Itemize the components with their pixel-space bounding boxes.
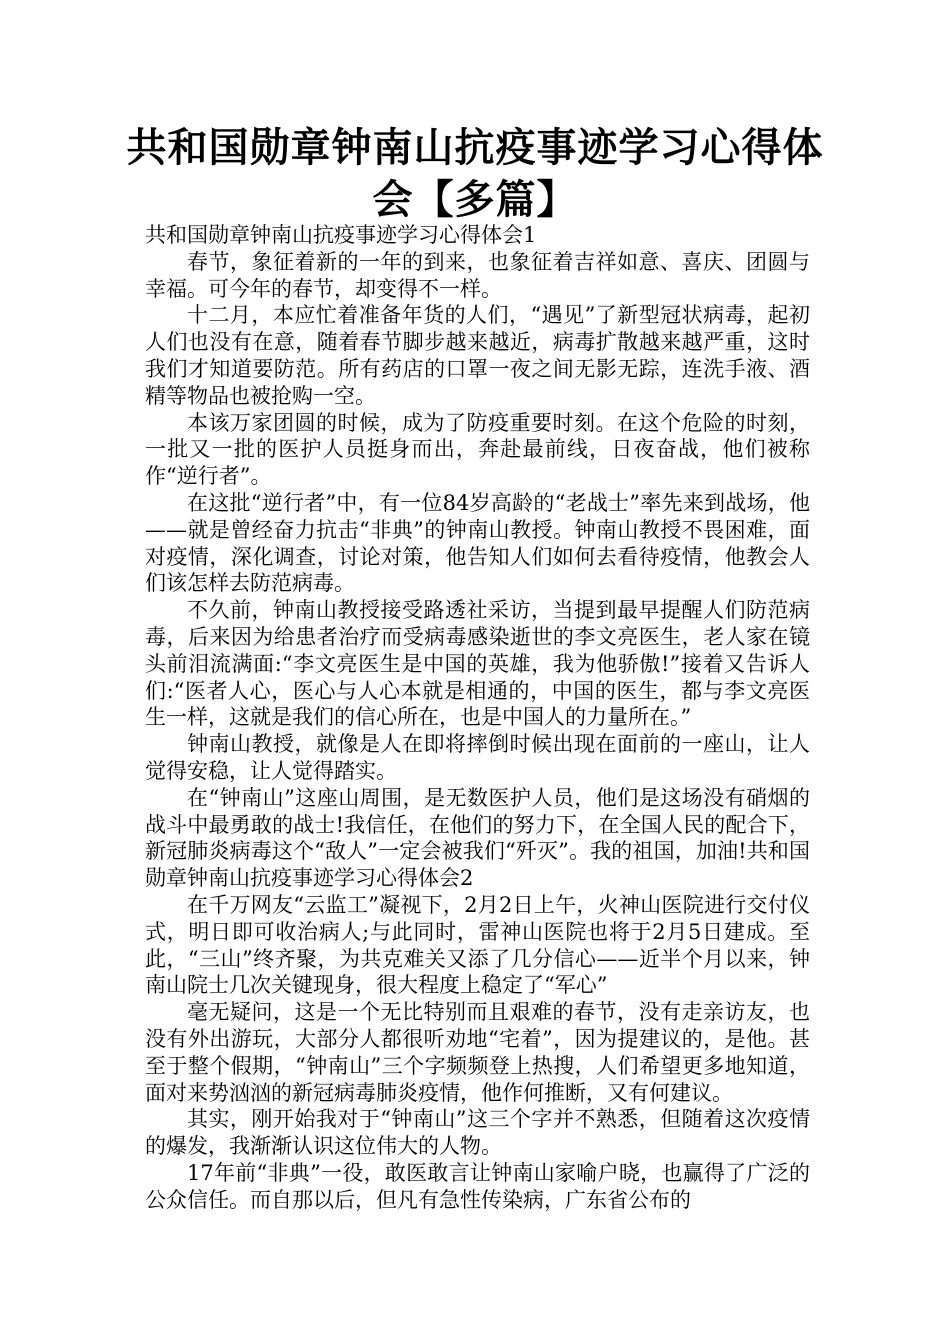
paragraph: 在“钟南山”这座山周围，是无数医护人员，他们是这场没有硝烟的战斗中最勇敢的战士!我信任，在他们的努力下，在全国人民的配合下，新冠肺炎病毒这个“敌人”一定会被我们“歼灭”。我的祖国，加油!共和国勋章钟南山抗疫事迹学习心得体会2 bbox=[145, 785, 810, 891]
paragraph: 不久前，钟南山教授接受路透社采访，当提到最早提醒人们防范病毒，后来因为给患者治疗而受病毒感染逝世的李文亮医生，老人家在镜头前泪流满面:“李文亮医生是中国的英雄，我为他骄傲!”接着又告诉人们:“医者人心，医心与人心本就是相通的，中国的医生，都与李文亮医生一样，这就是我们的信心所在，也是中国人的力量所在。” bbox=[145, 598, 810, 730]
paragraph: 在千万网友“云监工”凝视下，2月2日上午，火神山医院进行交付仪式，明日即可收治病人;与此同时，雷神山医院也将于2月5日建成。至此，“三山”终齐聚，为共克难关又添了几分信心——近半个月以来，钟南山院士几次关键现身，很大程度上稳定了“军心” bbox=[145, 892, 810, 998]
paragraph: 在这批“逆行者”中，有一位84岁高龄的“老战士”率先来到战场，他——就是曾经奋力抗击“非典”的钟南山教授。钟南山教授不畏困难，面对疫情，深化调查，讨论对策，他告知人们如何去看待疫情，他教会人们该怎样去防范病毒。 bbox=[145, 490, 810, 596]
paragraph: 17年前“非典”一役，敢医敢言让钟南山家喻户晓，也赢得了广泛的公众信任。而自那以后，但凡有急性传染病，广东省公布的 bbox=[145, 1160, 810, 1212]
paragraph: 其实，刚开始我对于“钟南山”这三个字并不熟悉，但随着这次疫情的爆发，我渐渐认识这位伟大的人物。 bbox=[145, 1107, 810, 1159]
paragraph: 春节，象征着新的一年的到来，也象征着吉祥如意、喜庆、团圆与幸福。可今年的春节，却变得不一样。 bbox=[145, 249, 810, 301]
document-title: 共和国勋章钟南山抗疫事迹学习心得体会【多篇】 bbox=[126, 125, 824, 223]
paragraph: 本该万家团圆的时候，成为了防疫重要时刻。在这个危险的时刻，一批又一批的医护人员挺身而出，奔赴最前线，日夜奋战，他们被称作“逆行者”。 bbox=[145, 410, 810, 489]
section-heading-1: 共和国勋章钟南山抗疫事迹学习心得体会1 bbox=[145, 223, 537, 247]
document-body bbox=[145, 222, 810, 1213]
paragraph: 钟南山教授，就像是人在即将摔倒时候出现在面前的一座山，让人觉得安稳，让人觉得踏实。 bbox=[145, 732, 810, 783]
paragraph: 毫无疑问，这是一个无比特别而且艰难的春节，没有走亲访友，也没有外出游玩，大部分人都很听劝地“宅着”，因为提建议的，是他。甚至于整个假期，“钟南山”三个字频频登上热搜，人们希望更多地知道，面对来势汹汹的新冠病毒肺炎疫情，他作何推断，又有何建议。 bbox=[145, 1000, 810, 1105]
paragraph: 十二月，本应忙着准备年货的人们，“遇见”了新型冠状病毒，起初人们也没有在意，随着春节脚步越来越近，病毒扩散越来越严重，这时我们才知道要防范。所有药店的口罩一夜之间无影无踪，连洗手液、酒精等物品也被抢购一空。 bbox=[145, 303, 810, 408]
